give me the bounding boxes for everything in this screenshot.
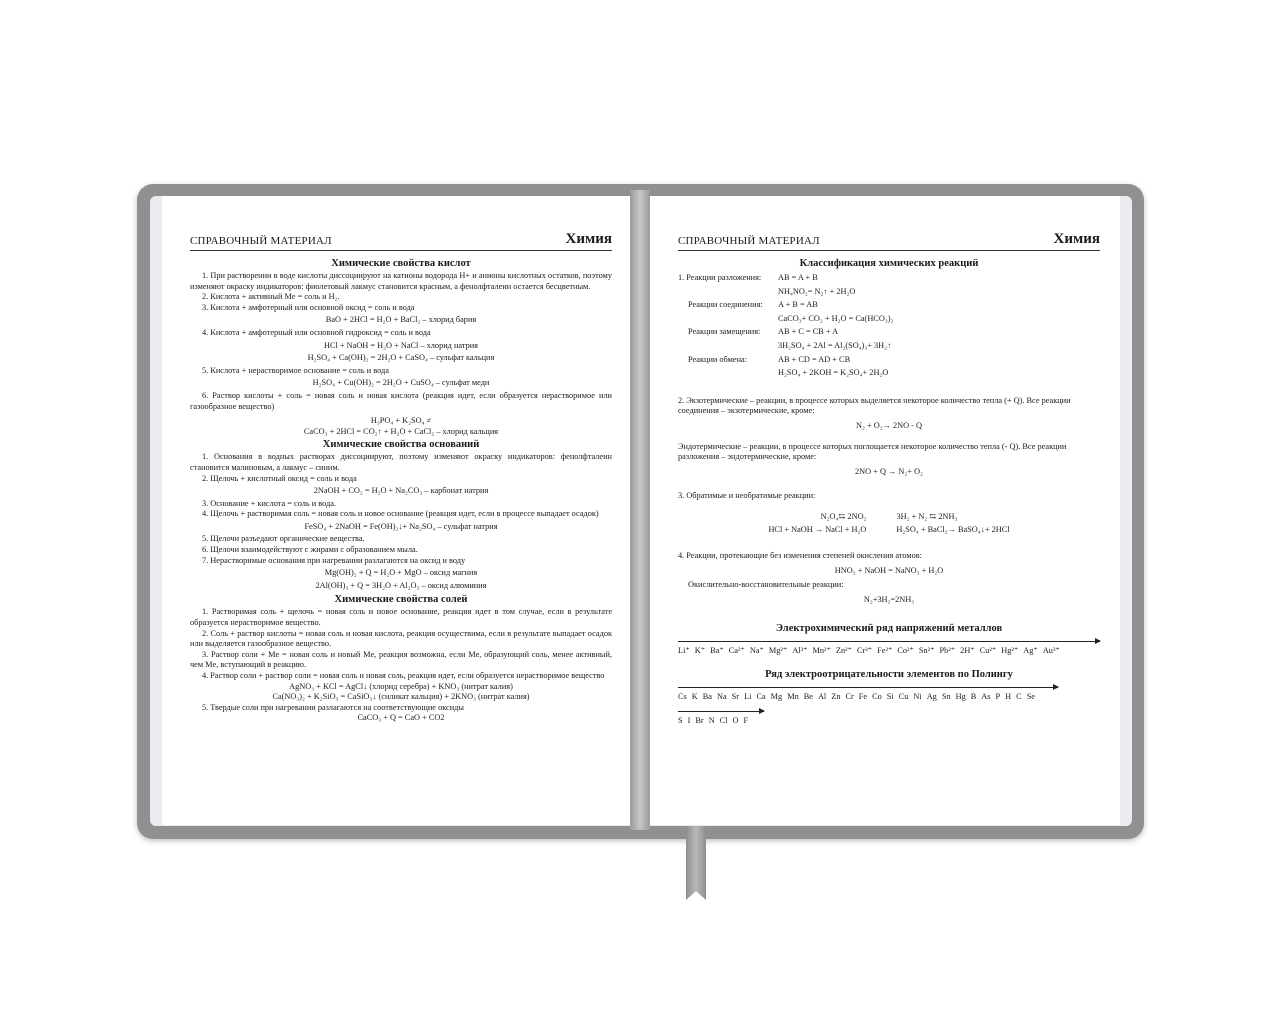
- equation: AB + CD = AD + CB: [778, 354, 851, 364]
- equation: Ca(NO₃)₂ + K₂SiO₃ = CaSiO₃↓ (силикат кальция) + 2KNO₃ (нитрат калия): [272, 692, 530, 702]
- series-item: Cr²⁺: [856, 646, 873, 656]
- series-item: Ca: [756, 692, 766, 702]
- reaction-label: Реакции замещения:: [688, 327, 761, 337]
- series-item: Mg: [770, 692, 783, 702]
- metal-series-title: Электрохимический ряд напряжений металлов: [775, 623, 1003, 635]
- equation: H₂SO₄ + Cu(OH)₂ = 2H₂O + CuSO₄ – сульфат меди: [312, 378, 490, 388]
- series-item: H: [1005, 692, 1012, 702]
- series-item: Na⁺: [749, 646, 764, 656]
- series-item: Br: [695, 715, 704, 725]
- reaction-label: Реакции обмена:: [688, 354, 748, 364]
- series-item: Na: [716, 692, 727, 702]
- equation: FeSO₄ + 2NaOH = Fe(OH)₂↓+ Na₂SO₄ – сульфат натрия: [304, 521, 498, 531]
- series-item: Co: [872, 692, 882, 702]
- equation: HCl + NaOH → NaCl + H₂O: [768, 524, 867, 534]
- series-item: Au³⁺: [1042, 646, 1060, 656]
- series-item: Sr: [731, 692, 740, 702]
- left-page-header: [190, 226, 612, 251]
- series-item: F: [743, 715, 749, 725]
- equation: A + B = AB: [778, 300, 818, 310]
- list-item: 6. Щелочи взаимодействуют с жирами с образованием мыла.: [202, 545, 418, 555]
- acids-title: Химические свойства кислот: [331, 258, 471, 269]
- paragraph: 1. Растворимая соль + щелочь = новая соль и новое основание, реакция идет в том случае, если в результате образуется нерастворимое вещество.: [190, 607, 612, 628]
- section-label: СПРАВОЧНЫЙ МАТЕРИАЛ: [190, 235, 332, 247]
- equation: 2NaOH + CO₂ = H₂O + Na₂CO₃ – карбонат натрия: [313, 486, 489, 496]
- reaction-label: 1. Реакции разложения:: [678, 273, 762, 282]
- series-item: K⁺: [694, 646, 706, 656]
- equation: 3H₂SO₄ + 2Al = Al₂(SO₄)₃+ 3H₂↑: [778, 340, 892, 350]
- equation: CaCO₃ + Q = CaO + CO2: [357, 713, 445, 723]
- equation: 2NO + Q → N₂+ O₂: [855, 466, 923, 476]
- paragraph: 4. Щелочь + растворимая соль = новая соль и новое основание (реакция идет, если в процессе выпадает осадок): [202, 509, 599, 519]
- paragraph: 2. Соль + раствор кислоты = новая соль и новая кислота, реакция осуществима, если в результате выпадает осадок или выделяется газообразное вещество.: [190, 628, 612, 649]
- series-item: C: [1016, 692, 1022, 702]
- series-item: Se: [1026, 692, 1035, 702]
- paragraph: 1. При растворении в воде кислоты диссоциируют на катионы водорода H+ и анионы кислотных остатков, поэтому изменяют окраску индикаторов: фиолетовый лакмус становится красным, а фенолфталеин остается бесцветным.: [190, 271, 612, 291]
- salts-title: Химические свойства солей: [334, 594, 468, 606]
- equation: AB = A + B: [778, 273, 818, 282]
- list-item: 2. Щелочь + кислотный оксид = соль и вода: [202, 473, 357, 483]
- series-item: Hg²⁺: [1001, 646, 1019, 656]
- subject-title: Химия: [565, 231, 612, 247]
- reaction-label: Реакции соединения:: [688, 300, 763, 310]
- electronegativity-row: [678, 716, 1100, 727]
- equation: Mg(OH)₂ + Q = H₂O + MgO – оксид магния: [324, 568, 478, 578]
- equation: H₂SO₄ + BaCl₂→ BaSO₄↓+ 2HCl: [896, 524, 1010, 534]
- series-item: Fe: [858, 692, 868, 702]
- series-item: Fe²⁺: [877, 646, 893, 656]
- list-item: 5. Щелочи разъедают органические вещества.: [202, 534, 365, 544]
- equation: 2Al(OH)₃ + Q = 3H₂O + Al₂O₃ – оксид алюминия: [315, 580, 487, 590]
- series-item: Mn: [787, 692, 799, 702]
- series-item: Li⁺: [678, 646, 690, 656]
- equation: N₂ + O₂→ 2NO - Q: [855, 420, 922, 430]
- paragraph: Окислительно-восстановительные реакции:: [688, 580, 844, 590]
- series-item: Ca²⁺: [728, 646, 745, 656]
- series-item: K: [691, 692, 698, 702]
- list-item: 7. Нерастворимые основания при нагревании разлагаются на оксид и воду: [202, 555, 466, 565]
- bookmark-ribbon[interactable]: [686, 826, 706, 900]
- paragraph: 4. Реакции, протекающие без изменения степеней окисления атомов:: [678, 551, 922, 561]
- series-item: Pb²⁺: [939, 646, 956, 656]
- section-label: СПРАВОЧНЫЙ МАТЕРИАЛ: [678, 235, 820, 247]
- left-page-body: [190, 256, 612, 724]
- paragraph: 3. Обратимые и необратимые реакции:: [678, 491, 816, 501]
- series-item: Cr: [845, 692, 854, 702]
- series-item: Cl: [719, 715, 728, 725]
- paragraph: 1. Основания в водных растворах диссоциируют, поэтому изменяют окраску индикаторов: фенолфталеин становится малиновым, а лакмус – синим.: [190, 452, 612, 472]
- series-item: Ag: [926, 692, 937, 702]
- series-item: N: [708, 715, 715, 725]
- subject-title: Химия: [1053, 231, 1100, 247]
- list-item: 3. Основание + кислота = соль и вода.: [202, 498, 336, 508]
- series-arrow: [678, 641, 1100, 642]
- series-item: Ba: [702, 692, 712, 702]
- series-item: Sn²⁺: [918, 646, 935, 656]
- series-item: S: [678, 715, 683, 725]
- series-item: B: [970, 692, 977, 702]
- notebook-spine: [630, 190, 650, 830]
- series-item: Sn: [941, 692, 951, 702]
- paragraph: 6. Раствор кислоты + соль = новая соль и новая кислота (реакция идет, если образуется нерастворимое или газообразное вещество): [190, 390, 612, 411]
- equation: CaCO₃+ CO₂ + H₂O = Ca(HCO₃)₂: [778, 313, 894, 323]
- list-item: 3. Кислота + амфотерный или основной оксид = соль и вода: [202, 302, 415, 312]
- electronegativity-title: Ряд электроотрицательности элементов по Полингу: [765, 669, 1013, 681]
- right-page-header: [678, 226, 1100, 251]
- list-item: 2. Кислота + активный Me = соль и H₂.: [202, 292, 340, 302]
- series-item: Zn: [831, 692, 841, 702]
- metal-series: [678, 646, 1100, 657]
- paragraph: 2. Экзотермические – реакции, в процессе которых выделяется некоторое количество тепла (+ Q). Все реакции соединения – экзотермические, кроме:: [678, 395, 1071, 416]
- paragraph: 3. Раствор соли + Me = новая соль и новый Me, реакция возможна, если Me, образующий соль, менее активный, чем Me, вступающий в реакцию.: [190, 649, 612, 670]
- series-item: P: [995, 692, 1001, 702]
- equation: N₂O₄⇆ 2NO₂: [820, 511, 867, 521]
- list-item: 5. Кислота + нерастворимое основание = соль и вода: [202, 365, 389, 375]
- series-item: Mg²⁺: [768, 646, 788, 656]
- series-item: O: [732, 715, 739, 725]
- series-item: Al: [817, 692, 827, 702]
- series-arrow: [678, 687, 1058, 688]
- series-item: Al³⁺: [792, 646, 808, 656]
- series-item: Ag⁺: [1023, 646, 1038, 656]
- series-item: Be: [803, 692, 813, 702]
- series-arrow: [678, 711, 764, 712]
- series-item: I: [687, 715, 691, 725]
- classification-title: Классификация химических реакций: [799, 258, 979, 269]
- series-item: Li: [744, 692, 752, 702]
- series-item: 2H⁺: [960, 646, 975, 656]
- equation: CaCO₃ + 2HCl = CO₂↑ + H₂O + CaCl₂ – хлорид кальция: [303, 426, 499, 436]
- bases-title: Химические свойства оснований: [322, 439, 480, 451]
- list-item: 4. Кислота + амфотерный или основной гидроксид = соль и вода: [202, 327, 431, 337]
- series-item: Cu²⁺: [979, 646, 997, 656]
- series-item: Ba⁺: [710, 646, 724, 656]
- series-item: Si: [886, 692, 894, 702]
- series-item: Mn²⁺: [812, 646, 831, 656]
- series-item: Ni: [913, 692, 922, 702]
- equation: HCl + NaOH = H₂O + NaCl – хлорид натрия: [323, 340, 479, 350]
- series-item: Cs: [678, 692, 687, 702]
- list-item: 5. Твердые соли при нагревании разлагаются на соответствующие оксиды: [202, 702, 464, 712]
- equation: BaO + 2HCl = H₂O + BaCl₂ – хлорид бария: [325, 315, 477, 325]
- right-page: [650, 196, 1120, 825]
- equation: H₂SO₄ + Ca(OH)₂ = 2H₂O + CaSO₄ – сульфат кальция: [307, 353, 495, 363]
- paragraph: Эндотермические – реакции, в процессе которых поглощается некоторое количество тепла (- Q). Все реакции разложения – эндотермические, кроме:: [678, 441, 1067, 462]
- equation: N₂+3H₂=2NH₃: [863, 594, 915, 604]
- series-item: Zn²⁺: [835, 646, 852, 656]
- right-page-body: [678, 256, 1100, 726]
- equation: NH₄NO₂= N₂↑ + 2H₂O: [778, 286, 856, 296]
- series-item: Co²⁺: [897, 646, 914, 656]
- series-item: As: [981, 692, 991, 702]
- left-page: [162, 196, 632, 825]
- equation: H₃PO₄ + K₂SO₄ ≠: [370, 416, 432, 426]
- series-item: Hg: [955, 692, 966, 702]
- electronegativity-row: [678, 692, 1100, 703]
- paragraph: 4. Раствор соли + раствор соли = новая соль и новая соль, реакция идет, если образуется нерастворимое вещество: [202, 671, 605, 680]
- equation: HNO₃ + NaOH = NaNO₃ + H₂O: [834, 565, 944, 575]
- equation: 3H₂ + N₂ ⇆ 2NH₃: [896, 511, 958, 521]
- equation: AgNO₃ + KCl = AgCl↓ (хлорид серебра) + KNO₃ (нитрат калия): [289, 681, 513, 691]
- equation: H₂SO₄ + 2KOH = K₂SO₄+ 2H₂O: [778, 368, 889, 378]
- equation: AB + C = CB + A: [778, 327, 839, 337]
- series-item: Cu: [898, 692, 909, 702]
